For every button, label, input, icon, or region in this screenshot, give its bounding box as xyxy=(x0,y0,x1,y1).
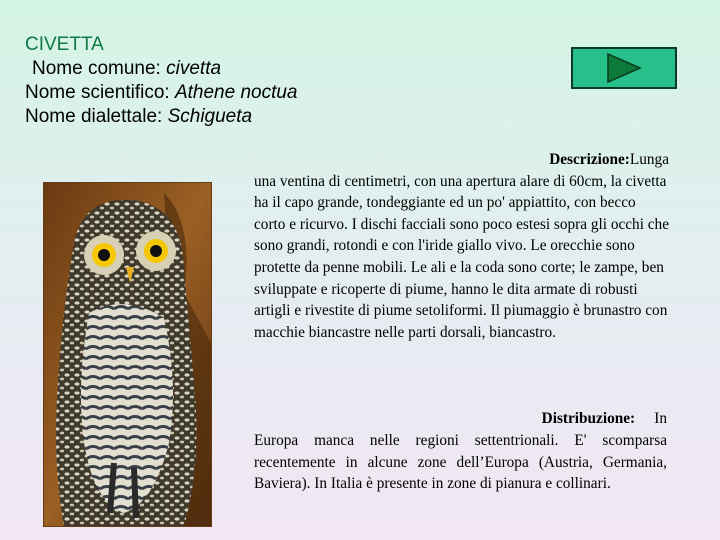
common-name-value: civetta xyxy=(166,58,222,79)
dialect-name-label: Nome dialettale: xyxy=(25,106,163,127)
description-first-word: Lunga xyxy=(629,151,669,168)
next-slide-button[interactable] xyxy=(571,47,677,89)
play-triangle-icon xyxy=(604,52,644,84)
distribution-block xyxy=(254,408,667,495)
species-header xyxy=(25,33,298,129)
dialect-name-line xyxy=(25,105,298,129)
description-block xyxy=(254,149,669,343)
common-name-line xyxy=(25,57,298,81)
scientific-name-line xyxy=(25,81,298,105)
dialect-name-value: Schigueta xyxy=(167,106,253,127)
species-title: CIVETTA xyxy=(25,34,104,55)
distribution-heading-line xyxy=(254,408,667,430)
description-text: una ventina di centimetri, con una apertura alare di 60cm, la civetta ha il capo grande, tondeggiante ed un po' appiattito, con becco corto e ricurvo. I dischi facciali sono poco estesi sopra gli occhi che sono grandi, rotondi e con l'iride giallo vivo. Le orecchie sono protette da penne mobili. Le ali e la coda sono corte; le zampe, ben sviluppate e ricoperte di piume, hanno le dita armate di robusti artigli e rivestite di piume setoliformi. Il piumaggio è brunastro con macchie biancastre nelle parti dorsali, biancastro. xyxy=(254,172,669,341)
scientific-name-label: Nome scientifico: xyxy=(25,82,170,103)
description-heading-line xyxy=(254,149,669,171)
distribution-first-word: In xyxy=(654,410,667,427)
common-name-label: Nome comune: xyxy=(32,58,161,79)
scientific-name-value: Athene noctua xyxy=(174,82,298,103)
owl-photo xyxy=(44,183,211,526)
distribution-text: Europa manca nelle regioni settentrionali. E' scomparsa recentemente in alcune zone dell’Europa (Austria, Germania, Baviera). In Italia è presente in zone di pianura e collinari. xyxy=(254,431,667,493)
description-label: Descrizione: xyxy=(549,151,630,168)
distribution-label: Distribuzione: xyxy=(541,410,636,427)
